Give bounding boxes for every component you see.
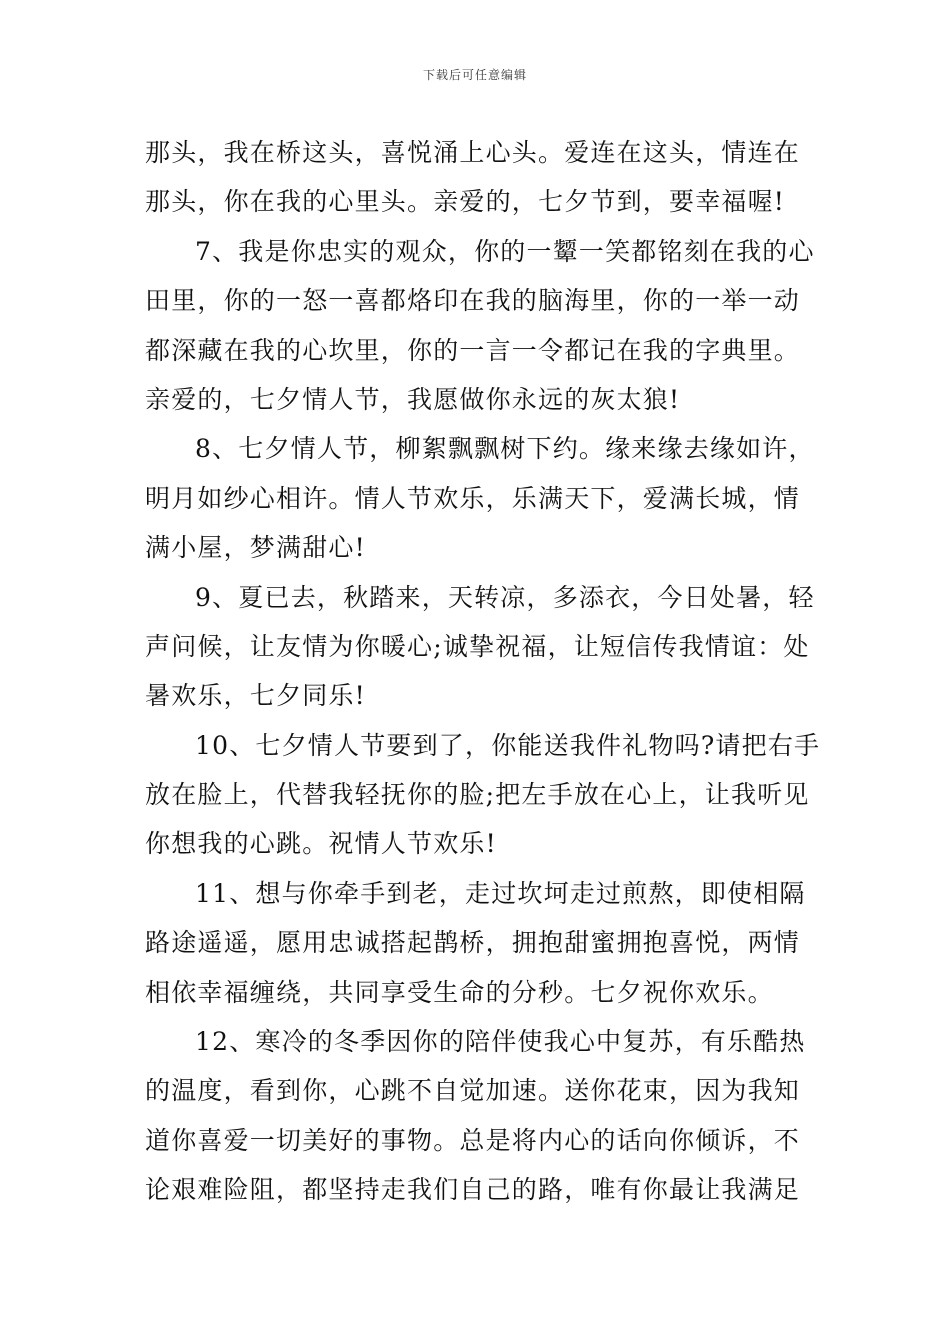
paragraph-start-line: 10、七夕情人节要到了，你能送我件礼物吗?请把右手 [195,730,821,760]
text-line: 都深藏在我的心坎里，你的一言一令都记在我的字典里。 [145,335,801,365]
paragraph-start-line: 8、七夕情人节，柳絮飘飘树下约。缘来缘去缘如许， [195,434,815,464]
text-line: 路途遥遥，愿用忠诚搭起鹊桥，拥抱甜蜜拥抱喜悦，两情 [145,928,801,958]
page-header: 下载后可任意编辑 [422,68,527,82]
text-line: 暑欢乐，七夕同乐! [145,681,366,711]
document-body [145,128,821,1215]
paragraph-start-line: 12、寒冷的冬季因你的陪伴使我心中复苏，有乐酷热 [195,1027,806,1057]
paragraph-start-line: 9、夏已去，秋踏来，天转凉，多添衣，今日处暑，轻 [195,582,815,612]
text-line: 相依幸福缠绕，共同享受生命的分秒。七夕祝你欢乐。 [145,977,774,1007]
text-line: 放在脸上，代替我轻抚你的脸;把左手放在心上，让我听见 [145,780,810,810]
text-line: 亲爱的，七夕情人节，我愿做你永远的灰太狼! [145,384,681,414]
text-line: 论艰难险阻，都坚持走我们自己的路，唯有你最让我满足 [145,1175,801,1205]
paragraph-start-line: 7、我是你忠实的观众，你的一颦一笑都铭刻在我的心 [195,236,815,266]
text-line: 声问候，让友情为你暖心;诚挚祝福，让短信传我情谊：处 [145,631,810,661]
text-line: 你想我的心跳。祝情人节欢乐! [145,829,497,859]
text-line: 那头，我在桥这头，喜悦涌上心头。爱连在这头，情连在 [145,138,801,167]
text-line: 田里，你的一怒一喜都烙印在我的脑海里，你的一举一动 [145,286,801,316]
text-line: 的温度，看到你，心跳不自觉加速。送你花束，因为我知 [145,1076,801,1106]
text-line: 明月如纱心相许。情人节欢乐，乐满天下，爱满长城，情 [145,483,801,513]
paragraph-start-line: 11、想与你牵手到老，走过坎坷走过煎熬，即使相隔 [195,878,806,908]
text-line: 那头，你在我的心里头。亲爱的，七夕节到，要幸福喔! [145,187,786,217]
text-line: 满小屋，梦满甜心! [145,533,366,563]
text-line: 道你喜爱一切美好的事物。总是将内心的话向你倾诉，不 [145,1125,801,1155]
